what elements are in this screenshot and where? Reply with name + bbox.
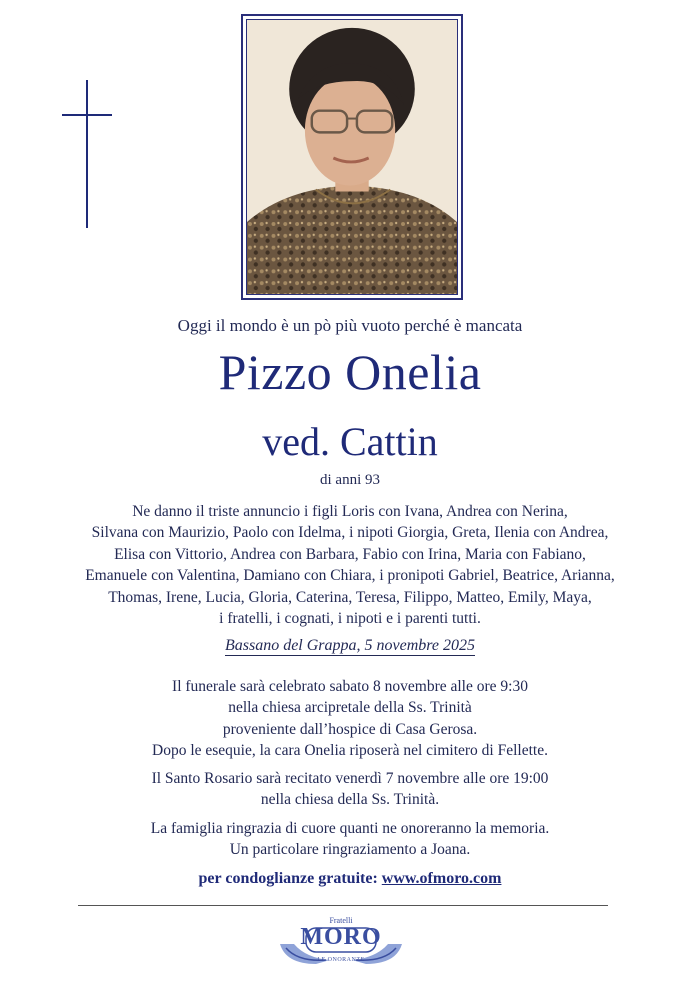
condolences-link[interactable]: www.ofmoro.com bbox=[381, 870, 502, 887]
announcement-line: Elisa con Vittorio, Andrea con Barbara, Fabio con Irina, Maria con Fabiano, bbox=[114, 545, 586, 563]
place-date-text: Bassano del Grappa, 5 novembre 2025 bbox=[224, 637, 476, 654]
logo-top-text: Fratelli bbox=[329, 916, 353, 925]
funeral-line: Il funerale sarà celebrato sabato 8 novembre alle ore 9:30 bbox=[172, 678, 528, 695]
logo-main-text: MORO bbox=[300, 924, 382, 950]
intro-text: Oggi il mondo è un pò più vuoto perché è mancata bbox=[177, 316, 523, 335]
condolences bbox=[0, 870, 700, 888]
announcement-line: i fratelli, i cognati, i nipoti e i parenti tutti. bbox=[219, 610, 481, 628]
rosary-info bbox=[0, 768, 700, 811]
thanks-line: Un particolare ringraziamento a Joana. bbox=[229, 841, 471, 859]
announcement-line: Ne danno il triste annuncio i figli Loris con Ivana, Andrea con Nerina, bbox=[132, 503, 568, 520]
announcement-line: Emanuele con Valentina, Damiano con Chiara, i pronipoti Gabriel, Beatrice, Arianna, bbox=[85, 567, 615, 585]
portrait-photo-frame bbox=[241, 14, 463, 300]
rosary-line: Il Santo Rosario sarà recitato venerdì 7 novembre alle ore 19:00 bbox=[151, 770, 549, 787]
condolences-label: per condoglianze gratuite: bbox=[198, 870, 378, 887]
rosary-line: nella chiesa della Ss. Trinità. bbox=[260, 791, 440, 809]
age-text: di anni 93 bbox=[320, 472, 380, 488]
funeral-line: proveniente dall’hospice di Casa Gerosa. bbox=[222, 720, 478, 738]
logo-sub-text: LE ONORANZE bbox=[317, 957, 365, 963]
thanks-line: La famiglia ringrazia di cuore quanti ne onoreranno la memoria. bbox=[150, 820, 550, 837]
thanks-info bbox=[0, 818, 700, 861]
funeral-info bbox=[0, 676, 700, 762]
portrait-photo bbox=[246, 19, 458, 295]
funeral-line: Dopo le esequie, la cara Onelia riposerà nel cimitero di Fellette. bbox=[152, 742, 548, 760]
announcement bbox=[0, 501, 700, 629]
married-name: ved. Cattin bbox=[262, 419, 438, 464]
divider bbox=[78, 905, 608, 906]
funeral-line: nella chiesa arcipretale della Ss. Trinità bbox=[228, 699, 472, 717]
funeral-home-logo bbox=[276, 914, 406, 972]
announcement-line: Silvana con Maurizio, Paolo con Idelma, i nipoti Giorgia, Greta, Ilenia con Andrea, bbox=[91, 524, 609, 542]
cross-icon bbox=[62, 80, 112, 228]
deceased-name: Pizzo Onelia bbox=[218, 344, 482, 400]
announcement-line: Thomas, Irene, Lucia, Gloria, Caterina, Teresa, Filippo, Matteo, Emily, Maya, bbox=[108, 588, 592, 606]
place-date bbox=[0, 637, 700, 655]
